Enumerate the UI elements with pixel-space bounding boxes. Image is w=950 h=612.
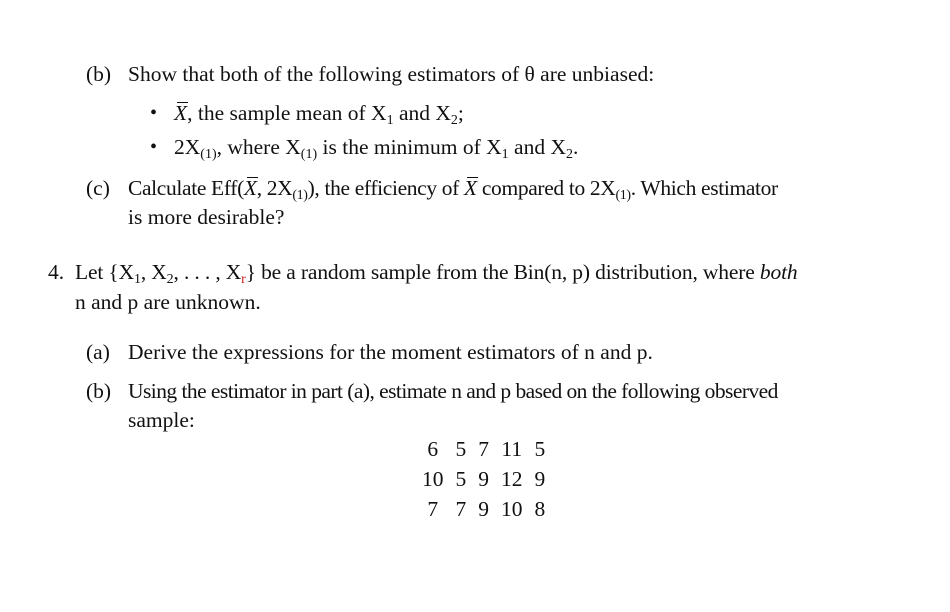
part-a-text: Derive the expressions for the moment estimators of n and p. — [128, 340, 653, 364]
bullet-xbar-text: X, the sample mean of $X_1$ and $X_2$; — [174, 101, 464, 128]
table-cell: 7 — [478, 436, 489, 461]
table-cell: 9 — [534, 466, 546, 491]
xbar-symbol: X — [174, 101, 188, 125]
part-b-text: Using the estimator in part (a), estimate n and p based on the following observed — [128, 379, 778, 403]
table-cell: 5 — [455, 466, 467, 491]
table-cell: 5 — [534, 436, 546, 461]
table-cell: 10 — [422, 466, 444, 491]
part-b-text: Show that both of the following estimators of θ are unbiased: — [128, 62, 655, 86]
red-subscript-r: r — [241, 272, 246, 287]
table-cell: 8 — [534, 496, 546, 521]
question-number: 4. — [48, 260, 65, 284]
table-cell: 7 — [455, 496, 467, 521]
xbar-symbol: X — [243, 176, 257, 200]
table-cell: 7 — [427, 496, 439, 521]
table-cell: 12 — [501, 466, 523, 491]
table-cell: 5 — [455, 436, 467, 461]
xbar-symbol: X — [464, 176, 477, 200]
part-c-text: Calculate Eff(X, $2X_{(1)}$), the efficiency of X compared to $2X_{(1)}$. Which estimator — [128, 176, 778, 203]
table-row — [416, 494, 551, 524]
part-b-marker: (b) — [86, 379, 112, 403]
bullet-icon: • — [150, 102, 158, 124]
part-b-marker: (b) — [86, 62, 112, 86]
table-cell: 9 — [478, 466, 489, 491]
bullet-min-text: $2X_{(1)}$, where $X_{(1)}$ is the minimum of $X_1$ and $X_2$. — [174, 135, 579, 162]
table-row — [416, 434, 551, 464]
question4-text-line2: n and p are unknown. — [75, 290, 261, 314]
part-c-marker: (c) — [86, 176, 110, 200]
table-cell: 6 — [427, 436, 439, 461]
table-cell: 11 — [501, 436, 523, 461]
table-cell: 9 — [478, 496, 489, 521]
table-cell: 10 — [501, 496, 523, 521]
table-row — [416, 464, 551, 494]
part-b-text-line2: sample: — [128, 408, 195, 432]
part-a-marker: (a) — [86, 340, 110, 364]
question4-text: Let {$X_1$, $X_2$, . . . , $X_r$} be a random sample from the Bin(n, p) distribution, where both — [75, 260, 798, 287]
bullet-icon: • — [150, 136, 158, 158]
observed-sample-table — [416, 434, 551, 524]
part-c-text-line2: is more desirable? — [128, 205, 285, 229]
